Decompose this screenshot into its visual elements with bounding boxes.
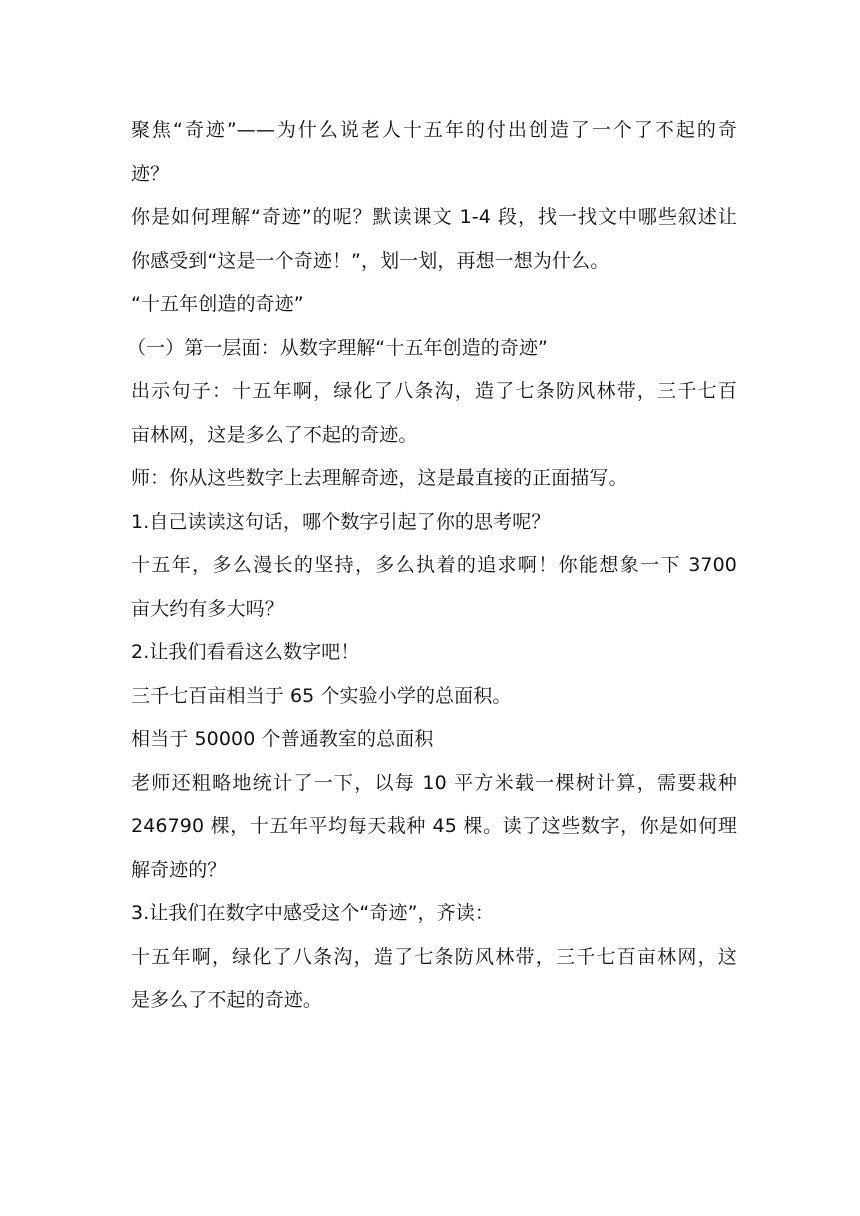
paragraph-line: 你是如何理解“奇迹”的呢？默读课文 1-4 段，找一找文中哪些叙述让: [131, 206, 737, 228]
paragraph-line: 十五年啊，绿化了八条沟，造了七条防风林带，三千七百亩林网，这: [131, 945, 737, 968]
paragraph-line: 十五年，多么漫长的坚持，多么执着的追求啊！你能想象一下 3700: [131, 554, 737, 576]
paragraph-line: 亩大约有多大吗？: [131, 597, 284, 620]
paragraph-line: 246790 棵，十五年平均每天栽种 45 棵。读了这些数字，你是如何理: [131, 815, 737, 837]
paragraph-line: 师：你从这些数字上去理解奇迹，这是最直接的正面描写。: [131, 467, 628, 489]
paragraph-line: 解奇迹的？: [131, 858, 227, 881]
paragraph-line: 亩林网，这是多么了不起的奇迹。: [131, 423, 418, 446]
numbered-item: 1.自己读读这句话，哪个数字引起了你的思考呢？: [131, 510, 551, 533]
paragraph-line: 聚焦“奇迹”——为什么说老人十五年的付出创造了一个了不起的奇: [131, 119, 737, 141]
paragraph-line: 迹？: [131, 162, 170, 185]
paragraph-line: 相当于 50000 个普通教室的总面积: [131, 728, 434, 750]
document-body: [127, 109, 737, 1023]
paragraph-line: 是多么了不起的奇迹。: [131, 989, 323, 1011]
paragraph-line: 老师还粗略地统计了一下，以每 10 平方米载一棵树计算，需要栽种: [131, 771, 737, 794]
numbered-item: 2.让我们看看这么数字吧！: [131, 641, 360, 663]
subsection-heading: （一）第一层面：从数字理解“十五年创造的奇迹”: [127, 336, 548, 359]
numbered-item: 3.让我们在数字中感受这个“奇迹”，齐读：: [131, 902, 494, 924]
paragraph-line: 你感受到“这是一个奇迹！”，划一划，再想一想为什么。: [131, 249, 610, 272]
paragraph-line: 出示句子：十五年啊，绿化了八条沟，造了七条防风林带，三千七百: [131, 380, 737, 402]
paragraph-line: 三千七百亩相当于 65 个实验小学的总面积。: [131, 684, 512, 707]
section-heading: “十五年创造的奇迹”: [131, 293, 304, 315]
